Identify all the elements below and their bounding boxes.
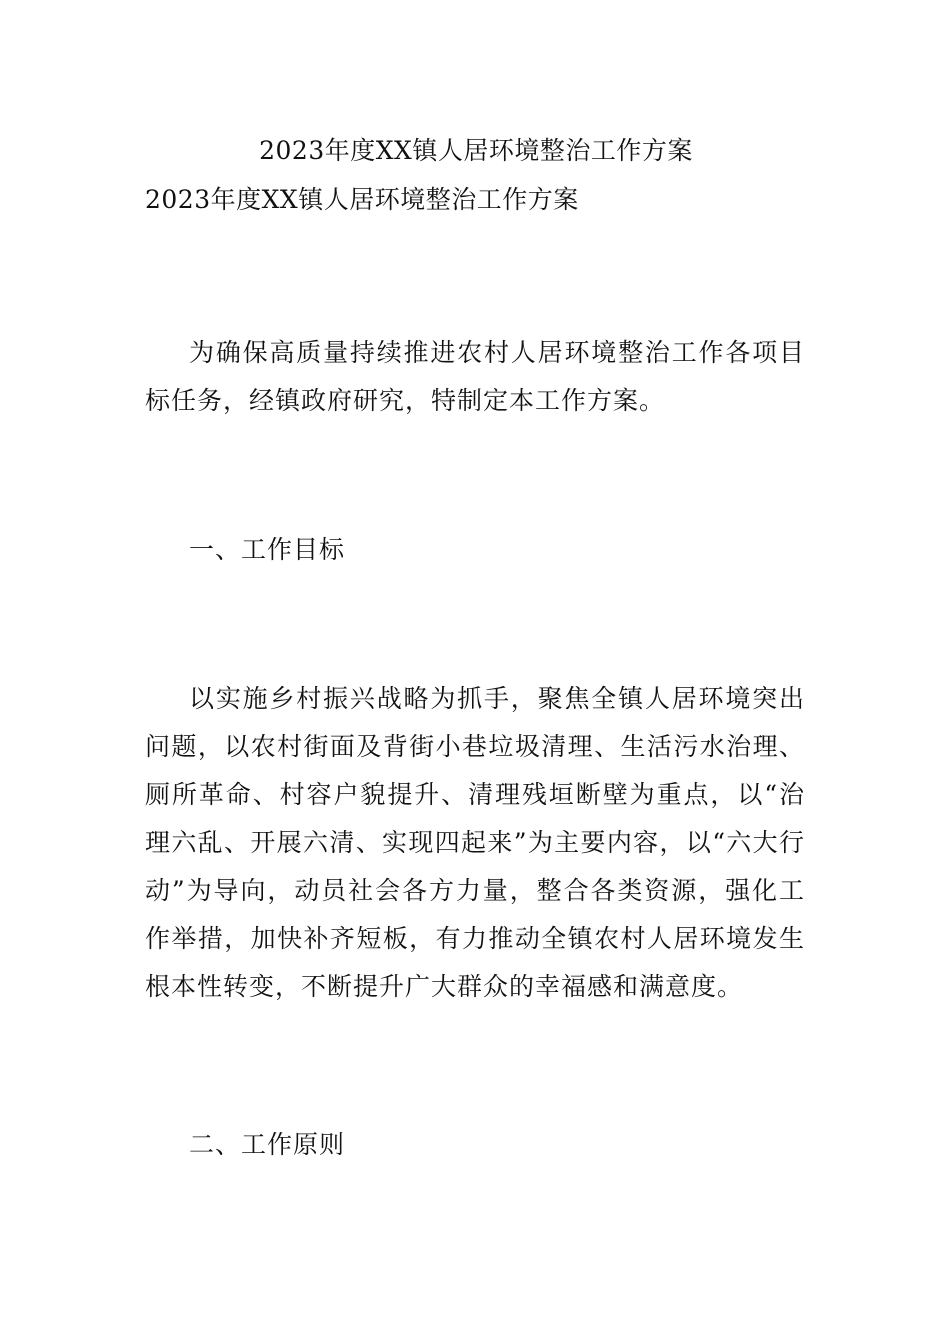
document-subtitle: 2023年度XX镇人居环境整治工作方案: [145, 185, 579, 214]
document-title: [0, 136, 950, 166]
intro-paragraph: 为确保高质量持续推进农村人居环境整治工作各项目标任务，经镇政府研究，特制定本工作方案。: [145, 338, 805, 415]
section-heading-principles: 二、工作原则: [189, 1130, 346, 1159]
goals-paragraph: 以实施乡村振兴战略为抓手，聚焦全镇人居环境突出问题，以农村街面及背街小巷垃圾清理、生活污水治理、厕所革命、村容户貌提升、清理残垣断壁为重点，以“治理六乱、开展六清、实现四起来”为主要内容，以“六大行动”为导向，动员社会各方力量，整合各类资源，强化工作举措，加快补齐短板，有力推动全镇农村人居环境发生根本性转变，不断提升广大群众的幸福感和满意度。: [145, 684, 805, 1001]
document-title-text: 2023年度XX镇人居环境整治工作方案: [259, 136, 693, 165]
section-heading-goals: 一、工作目标: [189, 535, 346, 564]
